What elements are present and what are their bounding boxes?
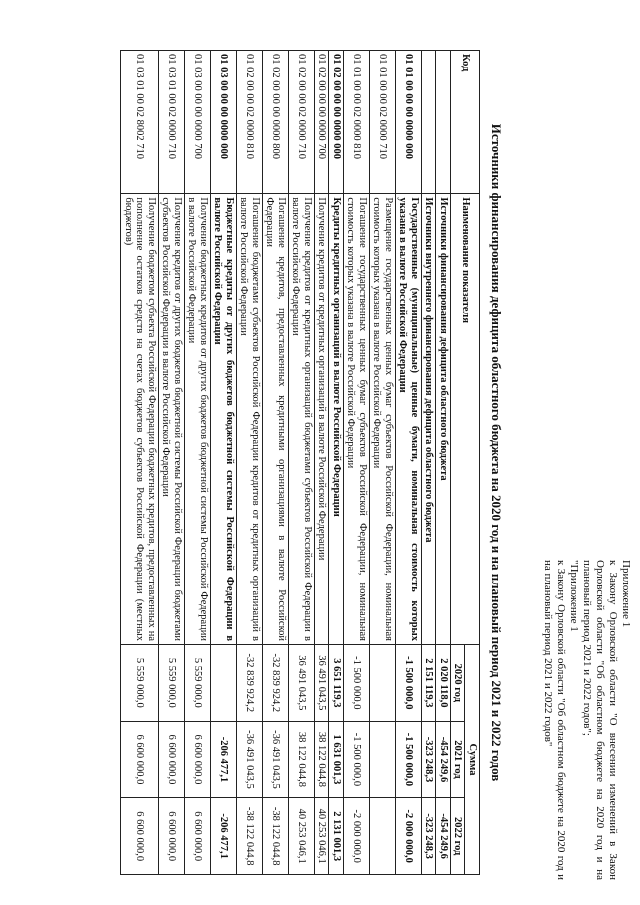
row-code: 01 01 00 00 00 0000 000 (396, 51, 422, 194)
row-name: Кредиты кредитных организаций в валюте Российской Федерации (329, 194, 344, 645)
row-name: Источники финансирования дефицита областного бюджета (436, 194, 451, 645)
row-value-2020: 5 559 000,0 (159, 645, 185, 722)
row-value-2021: -36 491 043,5 (237, 721, 263, 798)
header-line-1: Приложение 1 (620, 560, 632, 628)
table-row (329, 51, 344, 875)
row-value-2022: -2 000 000,0 (396, 798, 422, 875)
row-value-2021: 38 122 044,8 (315, 721, 330, 798)
table-row (237, 51, 263, 875)
row-code: 01 01 00 00 02 0000 710 (370, 51, 396, 194)
header-line-4: к Закону Орловской области "Об областном бюджете на 2020 год и на плановый период 2021 и 2022 годов" (542, 560, 567, 880)
header-line-3: "Приложение 1 (568, 560, 580, 632)
row-value-2022: 6 600 000,0 (185, 798, 211, 875)
row-value-2022: 2 131 001,3 (329, 798, 344, 875)
row-value-2022 (370, 798, 396, 875)
column-name-header: Наименование показателя (451, 194, 480, 645)
year-2022-header: 2022 год (451, 798, 466, 875)
column-code-header: Код (451, 51, 480, 194)
row-code: 01 03 00 00 00 0000 000 (211, 51, 237, 194)
table-body (121, 51, 451, 875)
row-value-2021: 6 600 000,0 (159, 721, 185, 798)
table-row (159, 51, 185, 875)
year-2020-header: 2020 год (451, 645, 466, 722)
row-name: Размещение государственных ценных бумаг субъектов Российской Федерации, номинальная стоимость которых указана в валюте Российской Федерации (370, 194, 396, 645)
row-value-2021: -454 249,6 (436, 721, 451, 798)
row-code (436, 51, 451, 194)
row-name: Государственные (муниципальные) ценные бумаги, номинальная стоимость которых указана в валюте Российской Федерации (396, 194, 422, 645)
row-value-2020: -1 500 000,0 (344, 645, 370, 722)
column-sum-header: Сумма (465, 645, 480, 875)
row-value-2020: 5 559 000,0 (185, 645, 211, 722)
row-value-2022: 40 253 046,1 (289, 798, 315, 875)
table-row (263, 51, 289, 875)
row-value-2020 (370, 645, 396, 722)
row-value-2020 (211, 645, 237, 722)
row-value-2022: -38 122 044,8 (263, 798, 289, 875)
header-line-2: к Закону Орловской области "О внесении изменений в Закон Орловской области "Об областном бюджете на 2020 год и на плановый период 2021 и 2022 годов"; (581, 560, 619, 880)
table-row (211, 51, 237, 875)
row-name: Бюджетные кредиты от других бюджетов бюджетной системы Российской Федерации в валюте Российской Федерации (211, 194, 237, 645)
row-name: Получение бюджетом субъекта Российской Федерации бюджетных кредитов, предоставленных на пополнение остатков средств на счетах бюджетов субъектов Российской Федерации (местных бюджетов) (121, 194, 159, 645)
row-value-2021: -206 477,1 (211, 721, 237, 798)
table-row (315, 51, 330, 875)
row-value-2022: 40 253 046,1 (315, 798, 330, 875)
row-value-2021: 6 600 000,0 (185, 721, 211, 798)
row-code (422, 51, 437, 194)
row-value-2020: 36 491 043,5 (315, 645, 330, 722)
row-name: Погашение бюджетами субъектов Российской Федерации кредитов от кредитных организаций в валюте Российской Федерации (237, 194, 263, 645)
table-row (422, 51, 437, 875)
table-row (370, 51, 396, 875)
row-value-2021: -1 500 000,0 (396, 721, 422, 798)
row-value-2022: -206 477,1 (211, 798, 237, 875)
sources-table (121, 50, 481, 875)
row-value-2021: 6 600 000,0 (121, 721, 159, 798)
row-name: Получение бюджетных кредитов от других бюджетов бюджетной системы Российской Федерации в валюте Российской Федерации (185, 194, 211, 645)
row-value-2020: -32 839 924,2 (237, 645, 263, 722)
row-code: 01 03 01 00 02 0000 710 (159, 51, 185, 194)
table-row (396, 51, 422, 875)
row-name: Получение кредитов от других бюджетов бюджетной системы Российской Федерации бюджетами субъектов Российской Федерации в валюте Российской Федерации (159, 194, 185, 645)
row-value-2020: 5 559 000,0 (121, 645, 159, 722)
table-row (185, 51, 211, 875)
row-code: 01 02 00 00 02 0000 710 (289, 51, 315, 194)
row-name: Погашение кредитов, предоставленных кредитными организациями в валюте Российской Федерации (263, 194, 289, 645)
row-name: Источники внутреннего финансирования дефицита областного бюджета (422, 194, 437, 645)
row-value-2022: 6 600 000,0 (121, 798, 159, 875)
row-value-2020: 36 491 043,5 (289, 645, 315, 722)
row-value-2022: -323 248,3 (422, 798, 437, 875)
row-value-2021: -36 491 043,5 (263, 721, 289, 798)
row-code: 01 03 00 00 00 0000 700 (185, 51, 211, 194)
row-code: 01 03 01 00 02 8002 710 (121, 51, 159, 194)
row-value-2021: 1 631 001,3 (329, 721, 344, 798)
row-value-2020: -1 500 000,0 (396, 645, 422, 722)
row-value-2020: 2 151 119,3 (422, 645, 437, 722)
table-row (289, 51, 315, 875)
row-code: 01 02 00 00 02 0000 810 (237, 51, 263, 194)
document-title: Источники финансирования дефицита областного бюджета на 2020 год и на плановый период 2021 и 2022 годов (489, 123, 504, 782)
row-name: Погашение государственных ценных бумаг субъектов Российской Федерации, номинальная стоимость которых указана в валюте Российской Федерации (344, 194, 370, 645)
row-code: 01 02 00 00 00 0000 000 (329, 51, 344, 194)
row-value-2020: -32 839 924,2 (263, 645, 289, 722)
row-value-2022: -2 000 000,0 (344, 798, 370, 875)
row-code: 01 01 00 00 02 0000 810 (344, 51, 370, 194)
appendix-header (541, 560, 632, 880)
row-value-2020: 2 020 118,0 (436, 645, 451, 722)
row-value-2021 (370, 721, 396, 798)
row-code: 01 02 00 00 00 0000 700 (315, 51, 330, 194)
table-row (344, 51, 370, 875)
row-value-2021: 38 122 044,8 (289, 721, 315, 798)
row-value-2021: -1 500 000,0 (344, 721, 370, 798)
year-2021-header: 2021 год (451, 721, 466, 798)
row-value-2022: 6 600 000,0 (159, 798, 185, 875)
row-value-2022: -38 122 044,8 (237, 798, 263, 875)
table-row (121, 51, 159, 875)
row-name: Получение кредитов от кредитных организаций в валюте Российской Федерации (315, 194, 330, 645)
table-row (436, 51, 451, 875)
row-code: 01 02 00 00 00 0000 800 (263, 51, 289, 194)
row-value-2022: -454 249,6 (436, 798, 451, 875)
row-value-2020: 3 651 119,3 (329, 645, 344, 722)
row-value-2021: -323 248,3 (422, 721, 437, 798)
row-name: Получение кредитов от кредитных организаций бюджетами субъектов Российской Федерации в валюте Российской Федерации (289, 194, 315, 645)
